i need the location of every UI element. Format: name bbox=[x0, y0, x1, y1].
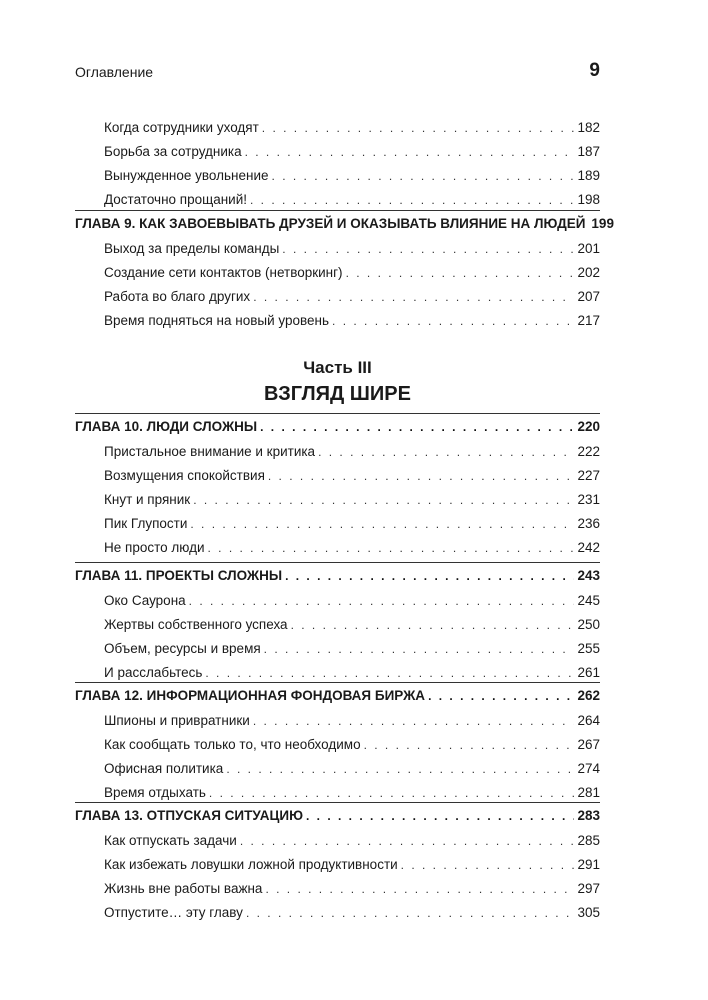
toc-entry[interactable] bbox=[75, 757, 600, 781]
toc-entry-title: Пристальное внимание и критика bbox=[104, 444, 316, 459]
leader-dots bbox=[285, 563, 574, 589]
toc-entry-page: 227 bbox=[577, 468, 600, 483]
toc-entry[interactable] bbox=[75, 285, 600, 309]
toc-entry[interactable] bbox=[75, 637, 600, 661]
toc-entry-page: 189 bbox=[577, 168, 600, 183]
toc-entry-title: Как отпускать задачи bbox=[104, 833, 237, 848]
toc-entry[interactable] bbox=[75, 116, 600, 140]
toc-entry-title: Вынужденное увольнение bbox=[104, 168, 269, 183]
leader-dots bbox=[250, 188, 574, 212]
toc-continued-sections bbox=[75, 116, 600, 212]
toc-entry-page: 201 bbox=[577, 241, 600, 256]
toc-entry[interactable] bbox=[75, 309, 600, 333]
toc-entry[interactable] bbox=[75, 464, 600, 488]
toc-entry-page: 202 bbox=[577, 265, 600, 280]
chapter-title: ГЛАВА 12. ИНФОРМАЦИОННАЯ ФОНДОВАЯ БИРЖА bbox=[75, 688, 426, 703]
leader-dots bbox=[364, 733, 575, 757]
chapter-heading[interactable] bbox=[75, 414, 600, 440]
leader-dots bbox=[332, 309, 574, 333]
toc-entry[interactable] bbox=[75, 261, 600, 285]
page-header bbox=[75, 60, 600, 84]
toc-entry-page: 245 bbox=[577, 593, 600, 608]
toc-entry-page: 261 bbox=[577, 665, 600, 680]
leader-dots bbox=[272, 164, 575, 188]
leader-dots bbox=[264, 637, 575, 661]
leader-dots bbox=[190, 512, 574, 536]
toc-entry[interactable] bbox=[75, 829, 600, 853]
toc-entry[interactable] bbox=[75, 853, 600, 877]
leader-dots bbox=[265, 877, 574, 901]
leader-dots bbox=[306, 803, 574, 829]
toc-entry[interactable] bbox=[75, 188, 600, 212]
toc-entry-title: Выход за пределы команды bbox=[104, 241, 280, 256]
toc-entry-title: Как избежать ловушки ложной продуктивности bbox=[104, 857, 398, 872]
leader-dots bbox=[189, 589, 575, 613]
part-title: ВЗГЛЯД ШИРЕ bbox=[264, 383, 411, 405]
toc-entry[interactable] bbox=[75, 613, 600, 637]
toc-entry-page: 242 bbox=[577, 540, 600, 555]
toc-entry-title: Око Саурона bbox=[104, 593, 186, 608]
toc-entry-page: 281 bbox=[577, 785, 600, 800]
toc-entry-title: Жизнь вне работы важна bbox=[104, 881, 263, 896]
leader-dots bbox=[208, 536, 575, 560]
toc-entry-title: Возмущения спокойствия bbox=[104, 468, 265, 483]
toc-entry-page: 222 bbox=[577, 444, 600, 459]
leader-dots bbox=[226, 757, 574, 781]
chapter-heading[interactable] bbox=[75, 683, 600, 709]
chapter-heading[interactable] bbox=[75, 211, 614, 237]
chapter-page: 283 bbox=[577, 808, 600, 823]
leader-dots bbox=[193, 488, 574, 512]
toc-entry[interactable] bbox=[75, 488, 600, 512]
leader-dots bbox=[245, 140, 575, 164]
toc-entry-title: Создание сети контактов (нетворкинг) bbox=[104, 265, 343, 280]
leader-dots bbox=[260, 414, 574, 440]
chapter-12-block bbox=[75, 682, 600, 805]
toc-entry-title: Жертвы собственного успеха bbox=[104, 617, 288, 632]
chapter-heading[interactable] bbox=[75, 563, 600, 589]
toc-entry-page: 291 bbox=[577, 857, 600, 872]
running-title: Оглавление bbox=[75, 64, 154, 80]
toc-entry-title: Борьба за сотрудника bbox=[104, 144, 242, 159]
chapter-page: 220 bbox=[577, 419, 600, 434]
toc-entry-title: Кнут и пряник bbox=[104, 492, 191, 507]
toc-entry-title: Работа во благо других bbox=[104, 289, 251, 304]
toc-entry-page: 305 bbox=[577, 905, 600, 920]
toc-entry-title: Объем, ресурсы и время bbox=[104, 641, 261, 656]
toc-entry[interactable] bbox=[75, 440, 600, 464]
chapter-9-block bbox=[75, 210, 614, 333]
toc-entry[interactable] bbox=[75, 536, 600, 560]
toc-entry[interactable] bbox=[75, 164, 600, 188]
toc-entry-page: 217 bbox=[577, 313, 600, 328]
toc-entry-title: Когда сотрудники уходят bbox=[104, 120, 259, 135]
leader-dots bbox=[240, 829, 575, 853]
toc-entry-title: Как сообщать только то, что необходимо bbox=[104, 737, 361, 752]
leader-dots bbox=[346, 261, 575, 285]
toc-entry-page: 198 bbox=[577, 192, 600, 207]
chapter-page: 243 bbox=[577, 568, 600, 583]
toc-entry[interactable] bbox=[75, 901, 600, 925]
toc-entry-page: 207 bbox=[577, 289, 600, 304]
leader-dots bbox=[401, 853, 575, 877]
chapter-title: ГЛАВА 10. ЛЮДИ СЛОЖНЫ bbox=[75, 419, 258, 434]
toc-entry-title: И расслабьтесь bbox=[104, 665, 203, 680]
toc-entry-title: Время подняться на новый уровень bbox=[104, 313, 330, 328]
toc-entry-page: 187 bbox=[577, 144, 600, 159]
toc-entry-page: 297 bbox=[577, 881, 600, 896]
chapter-11-block bbox=[75, 562, 600, 685]
toc-entry[interactable] bbox=[75, 589, 600, 613]
toc-entry-title: Достаточно прощаний! bbox=[104, 192, 248, 207]
leader-dots bbox=[262, 116, 575, 140]
chapter-title: ГЛАВА 11. ПРОЕКТЫ СЛОЖНЫ bbox=[75, 568, 283, 583]
leader-dots bbox=[246, 901, 575, 925]
toc-entry-page: 250 bbox=[577, 617, 600, 632]
toc-entry-page: 274 bbox=[577, 761, 600, 776]
toc-entry-title: Не просто люди bbox=[104, 540, 205, 555]
toc-entry[interactable] bbox=[75, 709, 600, 733]
toc-entry-page: 182 bbox=[577, 120, 600, 135]
page-number: 9 bbox=[589, 60, 600, 81]
toc-entry-title: Отпустите… эту главу bbox=[104, 905, 243, 920]
part-heading bbox=[75, 356, 600, 408]
chapter-10-block bbox=[75, 413, 600, 560]
toc-entry-title: Офисная политика bbox=[104, 761, 224, 776]
toc-entry[interactable] bbox=[75, 733, 600, 757]
toc-entry-title: Пик Глупости bbox=[104, 516, 188, 531]
part-label: Часть III bbox=[303, 358, 372, 377]
toc-entry[interactable] bbox=[75, 512, 600, 536]
toc-entry-title: Время отдыхать bbox=[104, 785, 206, 800]
toc-entry[interactable] bbox=[75, 237, 600, 261]
toc-entry-page: 285 bbox=[577, 833, 600, 848]
leader-dots bbox=[282, 237, 574, 261]
leader-dots bbox=[291, 613, 575, 637]
toc-entry-page: 264 bbox=[577, 713, 600, 728]
toc-entry-page: 267 bbox=[577, 737, 600, 752]
toc-entry[interactable] bbox=[75, 140, 600, 164]
toc-entry-page: 231 bbox=[577, 492, 600, 507]
toc-entry-page: 236 bbox=[577, 516, 600, 531]
chapter-title: ГЛАВА 9. КАК ЗАВОЕВЫВАТЬ ДРУЗЕЙ И ОКАЗЫВАТЬ ВЛИЯНИЕ НА ЛЮДЕЙ bbox=[75, 216, 586, 231]
chapter-page: 199 bbox=[591, 216, 614, 231]
leader-dots bbox=[428, 683, 574, 709]
toc-entry[interactable] bbox=[75, 877, 600, 901]
chapter-page: 262 bbox=[577, 688, 600, 703]
leader-dots bbox=[318, 440, 574, 464]
leader-dots bbox=[253, 709, 575, 733]
chapter-13-block bbox=[75, 802, 600, 925]
leader-dots bbox=[268, 464, 575, 488]
toc-entry-page: 255 bbox=[577, 641, 600, 656]
chapter-title: ГЛАВА 13. ОТПУСКАЯ СИТУАЦИЮ bbox=[75, 808, 303, 823]
chapter-heading[interactable] bbox=[75, 803, 600, 829]
toc-entry-title: Шпионы и привратники bbox=[104, 713, 250, 728]
leader-dots bbox=[253, 285, 574, 309]
